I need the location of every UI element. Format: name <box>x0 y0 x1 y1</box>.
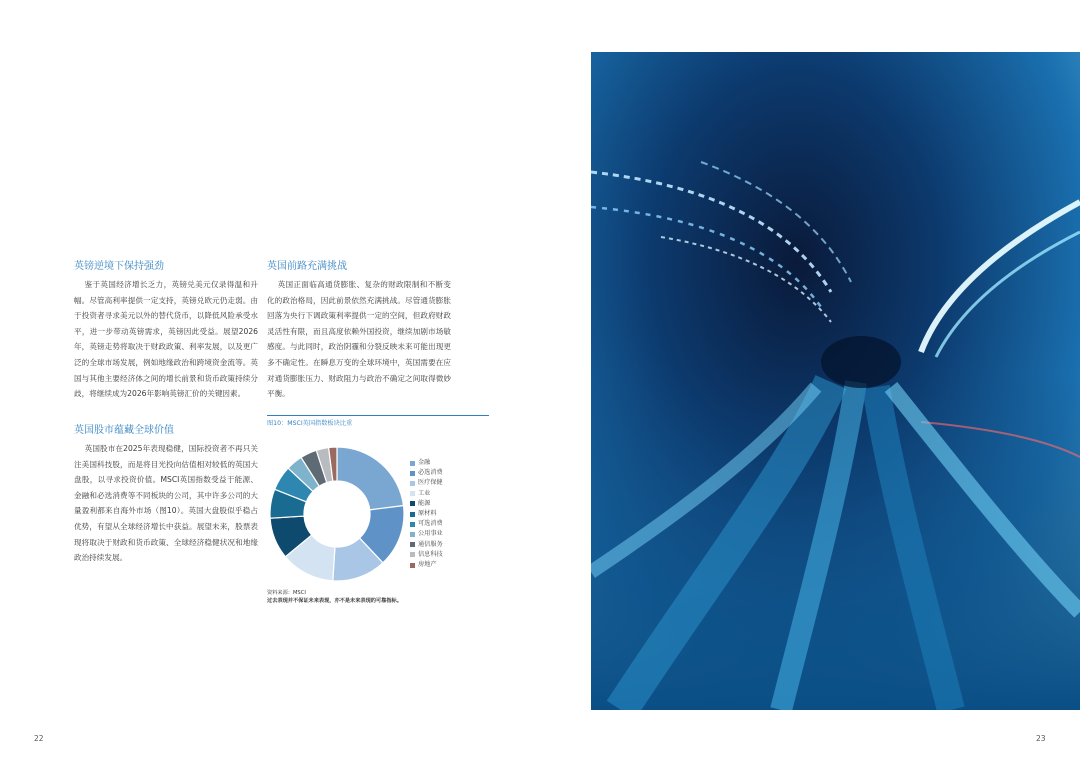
chart-legend <box>410 458 443 570</box>
legend-item <box>410 468 443 478</box>
legend-label: 信息科技 <box>418 550 443 558</box>
legend-swatch <box>410 542 415 547</box>
section-body: 鉴于英国经济增长乏力，英镑兑美元仅录得温和升幅。尽管高利率提供一定支持，英镑兑欧元仍走弱。由于投资者寻求美元以外的替代货币，以降低风险承受水平，进一步带动英镑需求，英镑因此受益。展望2026年，英镑走势将取决于财政政策、利率发展，以及更广泛的全球市场发展，例如地缘政治和跨境资金流等。英国与其他主要经济体之间的增长前景和货币政策持续分歧，将继续成为2026年影响英镑汇价的关键因素。 <box>74 280 258 399</box>
page-number-left: 22 <box>34 734 44 743</box>
section-body: 英国股市在2025年表现稳健，国际投资者不再只关注美国科技股，而是将目光投向估值相对较低的英国大盘股，以寻求投资价值。MSCI英国指数受益于能源、金融和必选消费等不同板块的公司，其中许多公司的大量盈利都来自海外市场（图10）。英国大盘股似乎稳占优势，有望从全球经济增长中获益。展望未来，股票表现将取决于财政和货币政策、全球经济稳健状况和地缘政治持续发展。 <box>74 444 258 563</box>
disclaimer-note: 过去表现并不保证未来表现，亦不是未来表现的可靠指标。 <box>267 598 402 604</box>
source-line: 资料来源：MSCI <box>267 590 306 596</box>
legend-label: 工业 <box>418 489 431 497</box>
section-uk-equities <box>74 423 258 566</box>
figure-header <box>267 415 489 429</box>
legend-label: 公用事业 <box>418 530 443 538</box>
legend-swatch <box>410 563 415 568</box>
section-uk-pound <box>74 259 258 402</box>
legend-item <box>410 519 443 529</box>
section-body: 英国正面临高通货膨胀、复杂的财政限制和不断变化的政治格局，因此前景依然充满挑战。尽管通货膨胀回落为央行下调政策利率提供一定的空间，但政府财政灵活性有限，而且高度依赖外国投资，继续加剧市场敏感度。与此同时，政治阴霾和分裂反映未来可能出现更多不确定性。在瞬息万变的全球环境中，英国需要在应对通货膨胀压力、财政阻力与政治不确定之间取得微妙平衡。 <box>267 280 451 399</box>
legend-item <box>410 458 443 468</box>
legend-label: 原材料 <box>418 510 437 518</box>
legend-swatch <box>410 532 415 537</box>
section-uk-challenges <box>267 259 451 402</box>
legend-label: 能源 <box>418 499 431 507</box>
legend-swatch <box>410 491 415 496</box>
legend-label: 可选消费 <box>418 520 443 528</box>
legend-swatch <box>410 461 415 466</box>
legend-item <box>410 560 443 570</box>
legend-label: 医疗保健 <box>418 479 443 487</box>
section-title: 英国股市蕴藏全球价值 <box>74 425 174 436</box>
pie-slice-1 <box>337 447 403 510</box>
tunnel-light-photo <box>591 52 1080 710</box>
figure-caption: 图10：MSCI英国指数板块比重 <box>267 420 353 427</box>
legend-swatch <box>410 512 415 517</box>
legend-item <box>410 509 443 519</box>
legend-swatch <box>410 481 415 486</box>
legend-item <box>410 550 443 560</box>
legend-item <box>410 540 443 550</box>
legend-item <box>410 499 443 509</box>
legend-swatch <box>410 471 415 476</box>
figure-source <box>267 589 402 605</box>
legend-label: 金融 <box>418 459 431 466</box>
legend-label: 必选消费 <box>418 469 443 477</box>
legend-item <box>410 478 443 488</box>
pie-chart <box>267 444 407 584</box>
legend-item <box>410 529 443 539</box>
legend-swatch <box>410 552 415 557</box>
legend-swatch <box>410 501 415 506</box>
legend-item <box>410 489 443 499</box>
legend-label: 通信服务 <box>418 540 443 548</box>
light-trail-image <box>591 52 1080 710</box>
page-number-right: 23 <box>1036 734 1046 743</box>
section-title: 英镑逆境下保持强劲 <box>74 261 164 272</box>
figure-rule <box>267 415 489 416</box>
section-title: 英国前路充满挑战 <box>267 261 347 272</box>
legend-label: 房地产 <box>418 561 437 569</box>
legend-swatch <box>410 522 415 527</box>
